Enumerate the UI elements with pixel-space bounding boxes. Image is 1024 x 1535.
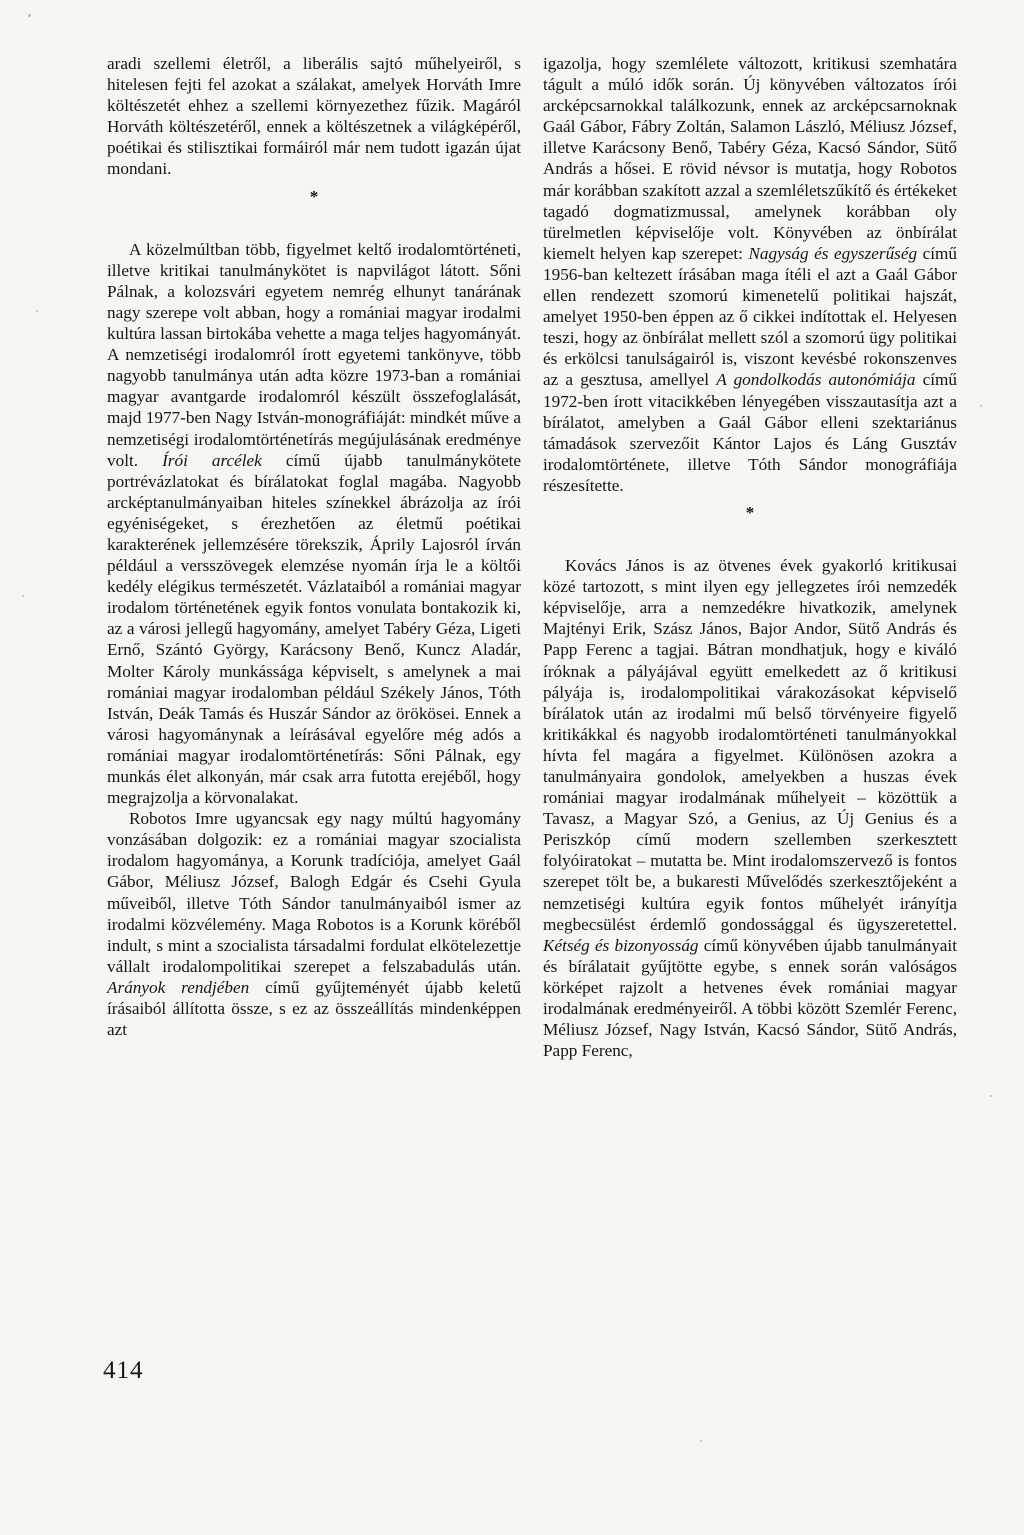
scan-speck <box>700 1440 702 1442</box>
left-column <box>107 53 521 1040</box>
right-column <box>543 53 957 1061</box>
paragraph: aradi szellemi életről, a liberális sajtó műhelyeiről, s hitelesen fejti fel azokat a szálakat, amelyek Horváth Imre költészetét ehhez a szellemi környezethez fűzik. Magáról Horváth költészetéről, ennek a költészetnek a világképéről, poétikai és stilisztikai formáiról már nem tudott igazán újat mondani. <box>107 54 521 179</box>
book-title: Nagyság és egyszerűség <box>748 243 918 263</box>
scan-speck <box>28 14 31 17</box>
paragraph-text: Robotos Imre ugyancsak egy nagy múltú hagyomány vonzásában dolgozik: ez a romániai magyar szocialista irodalom hagyománya, a Korunk tradíciója, amelyet Gaál Gábor, Méliusz József, Balogh Edgár és Csehi Gyula műveiből, illetve Tóth Sándor tanulmányaiból ismer az irodalmi közvélemény. Maga Robotos is a Korunk köréből indult, s mint a szocialista társadalmi fordulat elkötelezettje vállalt irodalompolitikai szerepet a felszabadulás után. <box>107 809 521 976</box>
paragraph-text: című újabb tanulmánykötete portrévázlatokat és bírálatokat foglal magába. Nagyobb arcképtanulmányaiban hiteles színekkel ábrázolja az írói egyéniségeket, s érezhetően az életmű poétikai karakterének jellemzésére törekszik, Áprily Lajosról írván például a versszövegek elemzése nyomán írja le a költői kedély elégikus természetét. Vázlataiból a romániai magyar irodalom történetének egyik fontos vonulata bontakozik ki, az a városi jellegű hagyomány, amelyet Tabéry Géza, Ligeti Ernő, Szántó György, Karácsony Benő, Kuncz Aladár, Molter Károly munkássága képviselt, s amelynek a mai romániai magyar irodalomban például Székely János, Tóth István, Deák Tamás és Huszár Sándor az örökösei. Ennek a városi hagyománynak a leírásával egyelőre még adós a romániai magyar irodalomtörténetírás: Sőni Pálnak, egy munkás élet alkonyán, már csak arra futotta erejéből, hogy megrajzolja a körvonalakat. <box>107 450 521 808</box>
scan-speck <box>980 405 982 407</box>
paragraph-text: Kovács János is az ötvenes évek gyakorló kritikusai közé tartozott, s mint ilyen egy jellegzetes írói nemzedék képviselője, arra a nemzedékre hivatkozik, amelynek Majtényi Erik, Szász János, Bajor Andor, Sütő András és Papp Ferenc a tagjai. Bátran mondhatjuk, hogy e kiváló íróknak a pályájával együtt emelkedett az ő kritikusi pályája is, irodalompolitikai várakozásokat képviselő bírálatok után az irodalmi mű belső törvényeire figyelő kritikákkal és nagyobb irodalomtörténeti tanulmányokkal hívta fel magára a figyelmet. Különösen azokra a tanulmányaira gondolok, amelyekben a huszas évek romániai magyar irodalmának műhelyeit – közöttük a Tavasz, a Magyar Szó, a Genius, az Új Genius és a Periszkóp című modern szellemben szerkesztett folyóiratokat – mutatta be. Mint irodalomszervező is fontos szerepet tölt be, a bukaresti Művelődés szerkesztőjeként a nemzetiségi kultúra egyik fontos műhelyét irányítja megbecsülést érdemlő gondossággal és ügyszeretettel. <box>543 556 957 934</box>
paragraph-text: A közelmúltban több, figyelmet keltő irodalomtörténeti, illetve kritikai tanulmánykötet is napvilágot látott. Sőni Pálnak, a kolozsvári egyetem nemrég elhunyt tanárának nagy szerepe volt abban, hogy a romániai magyar irodalmi kultúra lassan birtokába vehette a maga teljes hagyományát. A nemzetiségi irodalomról írott egyetemi tankönyve, több nagyobb tanulmánya után adta közre 1973-ban a romániai magyar avantgarde irodalomról készült összefoglalását, majd 1977-ben Nagy István-monográfiáját: mindkét műve a nemzetiségi irodalomtörténetírás megújulásának eredménye volt. <box>107 239 521 470</box>
scan-speck <box>22 595 24 597</box>
paragraph-text: című 1972-ben írott vitacikkében lényegében visszautasítja azt a bírálatot, amelyben a Gaál Gábor elleni szektariánus támadások szervezőit Kántor Lajos és Láng Gusztáv irodalomtörténete, illetve Tóth Sándor monográfiája részesítette. <box>543 370 957 495</box>
paragraph <box>543 555 957 1061</box>
book-title: Kétség és bizonyosság <box>543 935 699 955</box>
scan-speck <box>990 1095 992 1097</box>
page-number: 414 <box>103 1357 144 1384</box>
book-title: Arányok rendjében <box>107 977 250 997</box>
scan-speck <box>36 310 38 312</box>
paragraph-text: című könyvében újabb tanulmányait és bírálatait gyűjtötte egybe, s ennek során valóságos körképet rajzolt a hetvenes évek romániai magyar irodalmának eredményeiről. A többi között Szemlér Ferenc, Méliusz József, Nagy István, Kacsó Sándor, Sütő András, Papp Ferenc, <box>543 935 957 1061</box>
section-separator: * <box>309 186 319 206</box>
section-separator: * <box>745 502 755 522</box>
paragraph-text: című 1956-ban keltezett írásában maga ítéli el azt a Gaál Gábor ellen rendezett szomorú kimenetelű politikai hajszát, amelyet 1950-ben éppen az ő cikkei indítottak el. Helyesen teszi, hogy az önbírálat mellett szól a szomorú ügy politikai és erkölcsi tanulságairól is, viszont kevésbé rokonszenves az a gesztusa, amellyel <box>543 243 957 390</box>
paragraph-text: című gyűjteményét újabb keletű írásaiból állította össze, s ez az összeállítás mindenképpen azt <box>107 977 521 1040</box>
paragraph <box>543 53 957 496</box>
paragraph <box>107 808 521 1040</box>
paragraph-text: igazolja, hogy szemlélete változott, kritikusi szemhatára tágult a múló idők során. Új könyvében változatos írói arcképcsarnokkal találkozunk, ennek az arcképcsarnoknak Gaál Gábor, Fábry Zoltán, Salamon László, Méliusz József, illetve Karácsony Benő, Tabéry Géza, Kacsó Sándor, Sütő András a hősei. E rövid névsor is mutatja, hogy Robotos már korábban szakított azzal a szemléletszűkítő és értékeket tagadó dogmatizmussal, amelynek korábban oly türelmetlen képviselője volt. Könyvében az önbírálat kiemelt helyen kap szerepet: <box>543 54 957 263</box>
paragraph <box>107 239 521 809</box>
book-title: Írói arcélek <box>162 450 262 470</box>
book-title: A gondolkodás autonómiája <box>716 370 916 390</box>
